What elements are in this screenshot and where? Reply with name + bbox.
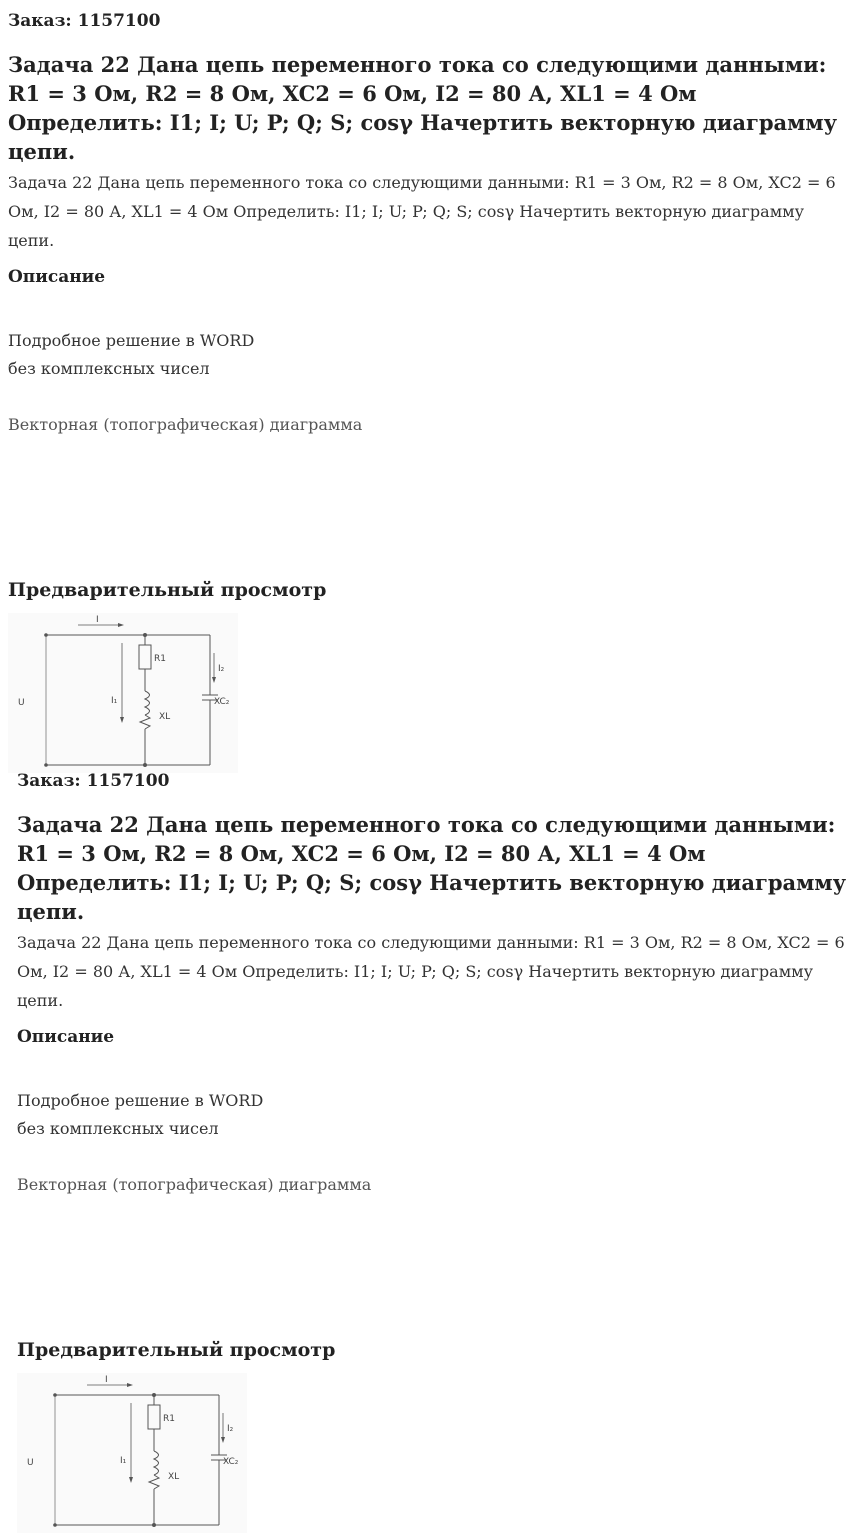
description-heading: Описание [17,1027,115,1047]
task-body: Задача 22 Дана цепь переменного тока со следующими данными: R1 = 3 Ом, R2 = 8 Ом, XC2 = 6 Ом, I2 = 80 А, XL1 = 4 Ом Определить: I1; I; U; P; Q; S; cosγ Начертить векторную диаграмму цепи. [17,933,845,1010]
current-total-label: I [105,1375,108,1385]
product-block-1 [8,0,838,773]
circuit-preview-image[interactable] [17,1373,247,1533]
product-block-2 [17,760,847,1533]
voltage-label: U [27,1458,34,1468]
task-body: Задача 22 Дана цепь переменного тока со следующими данными: R1 = 3 Ом, R2 = 8 Ом, XC2 = 6 Ом, I2 = 80 А, XL1 = 4 Ом Определить: I1; I; U; P; Q; S; cosγ Начертить векторную диаграмму цепи. [8,173,836,250]
inductor-label: XL [168,1472,180,1482]
description-line: Подробное решение в WORD [8,331,255,350]
circuit-preview-image[interactable] [8,613,238,773]
current-2-label: I₂ [227,1424,234,1434]
description-line: без комплексных чисел [8,359,210,378]
description-lines [8,327,838,383]
task-title: Задача 22 Дана цепь переменного тока со следующими данными: R1 = 3 Ом, R2 = 8 Ом, XC2 = 6 Ом, I2 = 80 А, XL1 = 4 Ом Определить: I1; I; U; P; Q; S; cosγ Начертить векторную диаграмму цепи. [8,52,838,164]
resistor-label: R1 [154,654,166,664]
vector-diagram-note: Векторная (топографическая) диаграмма [8,415,363,434]
description-line: Подробное решение в WORD [17,1091,264,1110]
description-heading: Описание [8,267,106,287]
vector-diagram-note: Векторная (топографическая) диаграмма [17,1175,372,1194]
resistor-label: R1 [163,1414,175,1424]
current-1-label: I₁ [120,1456,127,1466]
description-line: без комплексных чисел [17,1119,219,1138]
preview-heading: Предварительный просмотр [17,1339,336,1361]
voltage-label: U [18,698,25,708]
preview-heading: Предварительный просмотр [8,579,327,601]
current-total-label: I [96,615,99,625]
current-2-label: I₂ [218,664,225,674]
order-number: Заказ: 1157100 [8,11,161,31]
description-lines [17,1087,847,1143]
current-1-label: I₁ [111,696,118,706]
task-title: Задача 22 Дана цепь переменного тока со следующими данными: R1 = 3 Ом, R2 = 8 Ом, XC2 = 6 Ом, I2 = 80 А, XL1 = 4 Ом Определить: I1; I; U; P; Q; S; cosγ Начертить векторную диаграмму цепи. [17,812,847,924]
order-number: Заказ: 1157100 [17,771,170,791]
inductor-label: XL [159,712,171,722]
capacitor-label: XC₂ [223,1457,239,1467]
capacitor-label: XC₂ [214,697,230,707]
